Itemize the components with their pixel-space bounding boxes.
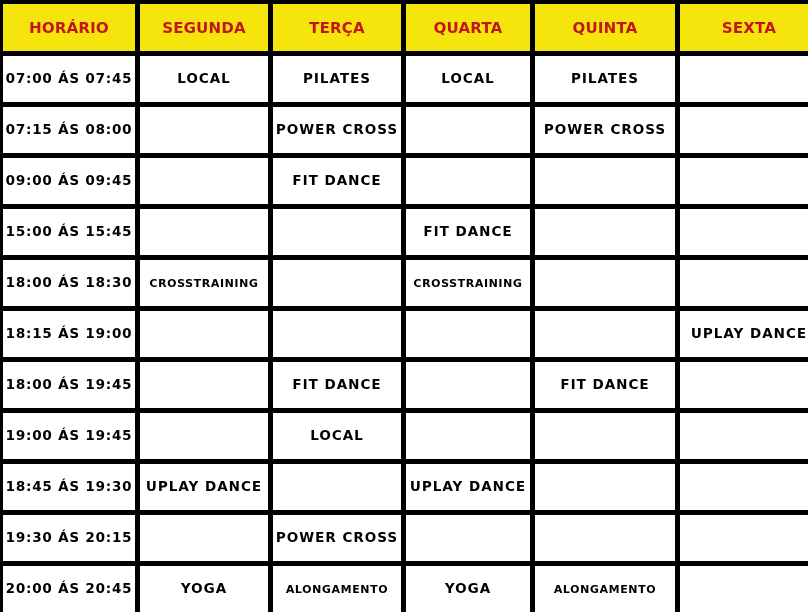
time-cell: 18:45 ÁS 19:30 — [3, 464, 135, 510]
class-cell: FIT DANCE — [535, 362, 675, 408]
class-cell: CROSSTRAINING — [140, 260, 268, 306]
time-cell: 20:00 ÁS 20:45 — [3, 566, 135, 612]
class-cell — [680, 413, 808, 459]
class-cell: YOGA — [140, 566, 268, 612]
class-cell — [406, 362, 530, 408]
class-cell: UPLAY DANCE — [406, 464, 530, 510]
class-cell: FIT DANCE — [273, 158, 401, 204]
class-cell — [140, 158, 268, 204]
class-cell — [140, 413, 268, 459]
header-segunda: SEGUNDA — [140, 4, 268, 51]
class-cell — [140, 107, 268, 153]
time-cell: 19:00 ÁS 19:45 — [3, 413, 135, 459]
header-quarta: QUARTA — [406, 4, 530, 51]
class-cell — [535, 515, 675, 561]
class-cell: ALONGAMENTO — [273, 566, 401, 612]
class-cell — [273, 260, 401, 306]
class-cell — [680, 260, 808, 306]
class-cell — [273, 311, 401, 357]
class-cell — [680, 515, 808, 561]
class-cell — [273, 209, 401, 255]
class-cell: UPLAY DANCE — [680, 311, 808, 357]
class-cell — [680, 56, 808, 102]
time-cell: 15:00 ÁS 15:45 — [3, 209, 135, 255]
time-cell: 09:00 ÁS 09:45 — [3, 158, 135, 204]
class-cell — [535, 260, 675, 306]
class-cell: FIT DANCE — [406, 209, 530, 255]
header-horario: HORÁRIO — [3, 4, 135, 51]
class-cell — [680, 209, 808, 255]
class-cell — [680, 464, 808, 510]
class-cell: PILATES — [273, 56, 401, 102]
time-cell: 18:15 ÁS 19:00 — [3, 311, 135, 357]
class-cell: LOCAL — [406, 56, 530, 102]
class-cell: ALONGAMENTO — [535, 566, 675, 612]
class-cell — [406, 158, 530, 204]
class-cell — [680, 362, 808, 408]
class-cell: UPLAY DANCE — [140, 464, 268, 510]
time-cell: 07:15 ÁS 08:00 — [3, 107, 135, 153]
class-cell — [680, 107, 808, 153]
header-quinta: QUINTA — [535, 4, 675, 51]
class-cell — [140, 362, 268, 408]
class-cell: POWER CROSS — [535, 107, 675, 153]
class-cell — [406, 311, 530, 357]
class-cell — [406, 107, 530, 153]
time-cell: 18:00 ÁS 18:30 — [3, 260, 135, 306]
class-cell: FIT DANCE — [273, 362, 401, 408]
class-cell — [680, 158, 808, 204]
time-cell: 07:00 ÁS 07:45 — [3, 56, 135, 102]
class-cell — [535, 209, 675, 255]
class-cell: POWER CROSS — [273, 107, 401, 153]
time-cell: 18:00 ÁS 19:45 — [3, 362, 135, 408]
class-cell — [140, 515, 268, 561]
class-cell — [680, 566, 808, 612]
class-cell — [535, 311, 675, 357]
class-cell: CROSSTRAINING — [406, 260, 530, 306]
class-cell: LOCAL — [140, 56, 268, 102]
class-cell: PILATES — [535, 56, 675, 102]
class-cell: LOCAL — [273, 413, 401, 459]
class-cell: YOGA — [406, 566, 530, 612]
class-cell — [140, 209, 268, 255]
header-sexta: SEXTA — [680, 4, 808, 51]
class-cell — [273, 464, 401, 510]
class-cell — [535, 464, 675, 510]
time-cell: 19:30 ÁS 20:15 — [3, 515, 135, 561]
class-cell — [535, 413, 675, 459]
class-cell — [406, 515, 530, 561]
header-terca: TERÇA — [273, 4, 401, 51]
class-cell — [535, 158, 675, 204]
class-cell — [406, 413, 530, 459]
class-cell: POWER CROSS — [273, 515, 401, 561]
class-cell — [140, 311, 268, 357]
